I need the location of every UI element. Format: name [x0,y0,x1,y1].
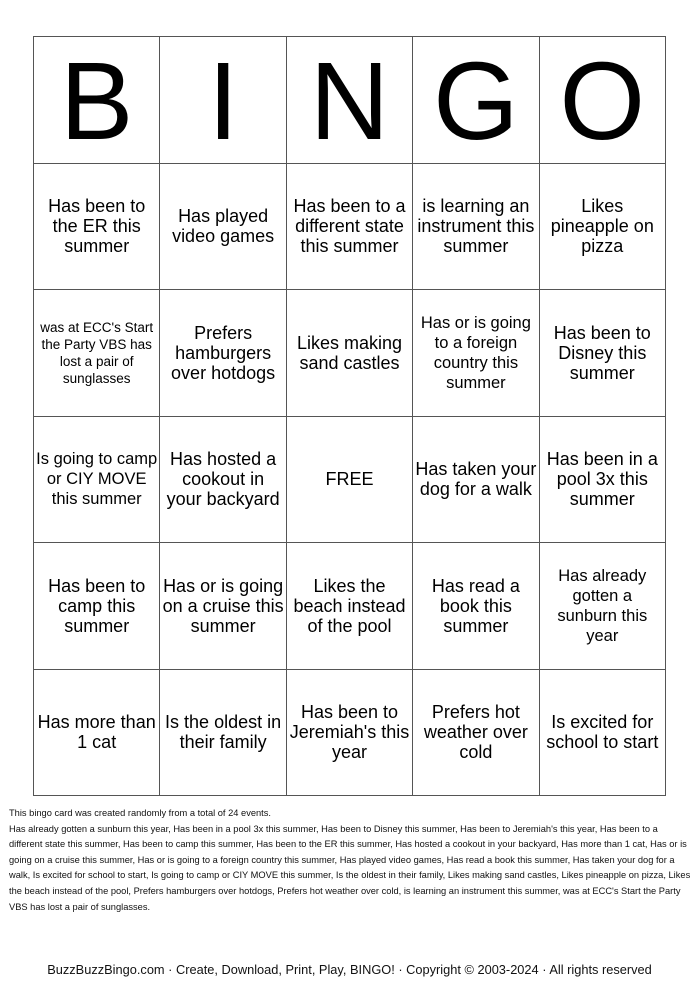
bingo-square: Has more than 1 cat [34,670,160,797]
bingo-square: Has already gotten a sunburn this year [540,543,666,670]
bingo-square: Has or is going on a cruise this summer [160,543,286,670]
header-letter-n: N [287,37,413,164]
header-letter-g: G [413,37,539,164]
free-square: FREE [287,417,413,544]
bingo-square: Prefers hot weather over cold [413,670,539,797]
card-info [9,806,693,915]
header-letter-i: I [160,37,286,164]
bingo-square: Has read a book this summer [413,543,539,670]
events-list: Has already gotten a sunburn this year, Has been in a pool 3x this summer, Has been to Disney this summer, Has been to Jeremiah's this year, Has been to a different state this summer, Has been to camp this summer, Has been to the ER this summer, Has hosted a cookout in your backyard, Has more than 1 cat, Has or is going on a cruise this summer, Has or is going to a foreign country this summer, Has played video games, Has read a book this summer, Has taken your dog for a walk, Is excited for school to start, Is going to camp or CIY MOVE this summer, Is the oldest in their family, Likes making sand castles, Likes pineapple on pizza, Likes the beach instead of the pool, Prefers hamburgers over hotdogs, Prefers hot weather over cold, is learning an instrument this summer, was at ECC's Start the Party VBS has lost a pair of sunglasses. [9,823,691,912]
bingo-square: Likes the beach instead of the pool [287,543,413,670]
bingo-square: Has been to camp this summer [34,543,160,670]
card-summary: This bingo card was created randomly from a total of 24 events. [9,808,271,818]
bingo-square: Has or is going to a foreign country this summer [413,290,539,417]
bingo-square: is learning an instrument this summer [413,164,539,291]
header-letter-o: O [540,37,666,164]
footer-copyright: BuzzBuzzBingo.com · Create, Download, Print, Play, BINGO! · Copyright © 2003-2024 · All rights reserved [47,962,652,977]
bingo-square: was at ECC's Start the Party VBS has lost a pair of sunglasses [34,290,160,417]
header-letter-b: B [34,37,160,164]
bingo-square: Has played video games [160,164,286,291]
bingo-card [33,36,666,796]
bingo-square: Is going to camp or CIY MOVE this summer [34,417,160,544]
bingo-square: Likes making sand castles [287,290,413,417]
bingo-square: Has been to Disney this summer [540,290,666,417]
bingo-square: Has been to Jeremiah's this year [287,670,413,797]
bingo-square: Likes pineapple on pizza [540,164,666,291]
bingo-square: Has been to the ER this summer [34,164,160,291]
bingo-square: Has been to a different state this summer [287,164,413,291]
bingo-square: Is excited for school to start [540,670,666,797]
bingo-square: Prefers hamburgers over hotdogs [160,290,286,417]
bingo-square: Has hosted a cookout in your backyard [160,417,286,544]
bingo-square: Is the oldest in their family [160,670,286,797]
bingo-square: Has been in a pool 3x this summer [540,417,666,544]
bingo-square: Has taken your dog for a walk [413,417,539,544]
